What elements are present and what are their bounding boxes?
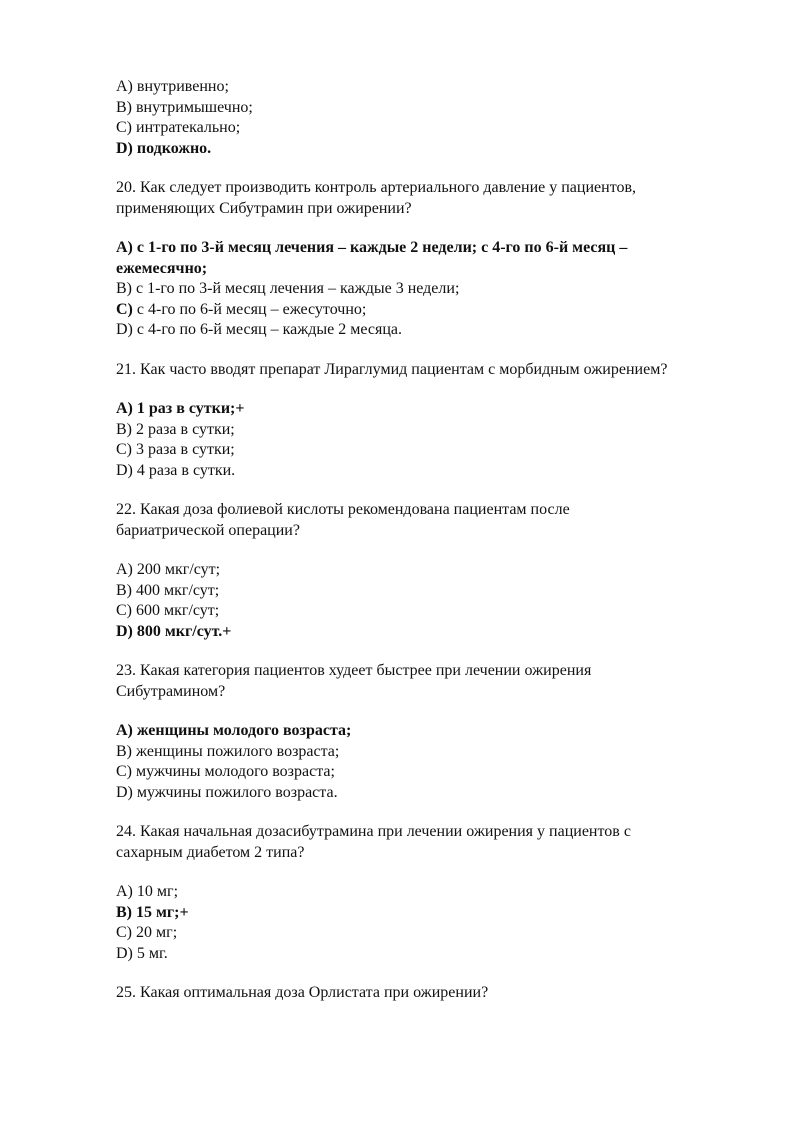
option-d: D) 4 раза в сутки. — [116, 461, 236, 479]
question-text: бариатрической операции? — [116, 521, 300, 539]
option-a: A) 200 мкг/сут; — [116, 561, 221, 578]
option-b: B) 2 раза в сутки; — [116, 420, 235, 438]
option-a-correct: A) 1 раз в сутки;+ — [116, 400, 245, 417]
question-21 — [116, 360, 736, 482]
option-c: C) 20 мг; — [116, 924, 178, 941]
question-text: сахарным диабетом 2 типа? — [116, 843, 305, 861]
question-text: 22. Какая доза фолиевой кислоты рекомендована пациентам после — [116, 501, 570, 518]
option-c — [116, 300, 736, 321]
option-a-correct-cont: ежемесячно; — [116, 259, 208, 277]
question-24 — [116, 822, 736, 964]
option-d: D) с 4-го по 6-й месяц – каждые 2 месяца. — [116, 321, 403, 338]
question-text: Сибутрамином? — [116, 682, 226, 700]
option-b: B) женщины пожилого возраста; — [116, 742, 340, 760]
question-text: 24. Какая начальная дозасибутрамина при лечении ожирения у пациентов с — [116, 823, 631, 840]
option-c-prefix: C) — [116, 300, 133, 318]
option-b: B) внутримышечно; — [116, 98, 253, 116]
question-text: применяющих Сибутрамин при ожирении? — [116, 199, 412, 217]
option-a-correct: A) с 1-го по 3-й месяц лечения – каждые 2 недели; с 4-го по 6-й месяц – — [116, 239, 628, 256]
option-b-correct: B) 15 мг;+ — [116, 903, 189, 921]
question-text: 25. Какая оптимальная доза Орлистата при ожирении? — [116, 984, 489, 1001]
question-text: 23. Какая категория пациентов худеет быстрее при лечении ожирения — [116, 662, 592, 679]
option-a-correct: A) женщины молодого возраста; — [116, 722, 352, 739]
previous-question-options — [116, 77, 736, 159]
option-c: C) 3 раза в сутки; — [116, 441, 235, 458]
option-d: D) мужчины пожилого возраста. — [116, 783, 338, 801]
question-text: 20. Как следует производить контроль артериального давление у пациентов, — [116, 179, 637, 196]
option-a: A) внутривенно; — [116, 78, 229, 95]
question-25 — [116, 983, 736, 1004]
question-23 — [116, 661, 736, 803]
option-a: A) 10 мг; — [116, 883, 179, 900]
question-text: 21. Как часто вводят препарат Лираглумид пациентам с морбидным ожирением? — [116, 360, 668, 378]
option-b: B) 400 мкг/сут; — [116, 581, 220, 599]
option-d: D) 5 мг. — [116, 944, 168, 962]
option-d-correct: D) 800 мкг/сут.+ — [116, 622, 232, 640]
question-20 — [116, 178, 736, 341]
option-c: C) интратекально; — [116, 119, 241, 136]
option-d-correct: D) подкожно. — [116, 139, 212, 157]
option-b: B) с 1-го по 3-й месяц лечения – каждые 3 недели; — [116, 280, 460, 297]
option-c: C) мужчины молодого возраста; — [116, 763, 335, 780]
option-c-text: с 4-го по 6-й месяц – ежесуточно; — [132, 300, 367, 318]
option-c: C) 600 мкг/сут; — [116, 602, 220, 619]
document-page — [116, 77, 736, 1004]
question-22 — [116, 500, 736, 642]
